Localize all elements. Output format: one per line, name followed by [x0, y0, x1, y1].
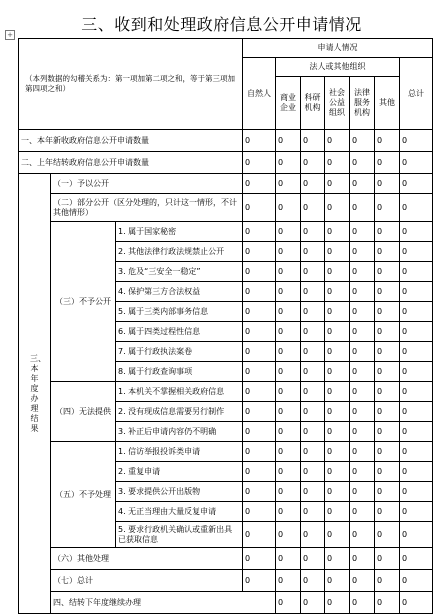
value-cell[interactable]: 0: [325, 592, 350, 614]
value-cell[interactable]: 0: [325, 174, 350, 194]
table-row: [19, 222, 433, 242]
value-cell[interactable]: 0: [301, 548, 325, 570]
value-cell[interactable]: 0: [276, 402, 301, 422]
row-group-label: （五）不予处理: [51, 442, 116, 548]
value-cell[interactable]: 0: [243, 462, 276, 482]
value-cell[interactable]: 0: [400, 174, 433, 194]
value-cell[interactable]: 0: [276, 302, 301, 322]
value-cell[interactable]: 0: [375, 442, 400, 462]
value-cell[interactable]: 0: [350, 442, 375, 462]
value-cell[interactable]: 0: [243, 422, 276, 442]
value-cell[interactable]: 0: [276, 382, 301, 402]
value-cell[interactable]: 0: [301, 282, 325, 302]
value-cell[interactable]: 0: [325, 502, 350, 522]
row-label: 1. 属于国家秘密: [116, 222, 243, 242]
value-cell[interactable]: 0: [301, 302, 325, 322]
row-label: 4. 无正当理由大量反复申请: [116, 502, 243, 522]
row-label: 3. 补正后申请内容仍不明确: [116, 422, 243, 442]
value-cell[interactable]: 0: [400, 322, 433, 342]
row-label: （七）总计: [51, 570, 243, 592]
value-cell[interactable]: 0: [243, 482, 276, 502]
value-cell[interactable]: 0: [243, 262, 276, 282]
value-cell[interactable]: 0: [375, 362, 400, 382]
value-cell[interactable]: 0: [350, 322, 375, 342]
header-natural: 自然人: [243, 58, 276, 130]
value-cell[interactable]: 0: [276, 174, 301, 194]
value-cell[interactable]: 0: [301, 402, 325, 422]
value-cell[interactable]: 0: [243, 174, 276, 194]
header-business: 商业企业: [276, 77, 301, 130]
value-cell[interactable]: 0: [350, 282, 375, 302]
value-cell[interactable]: 0: [375, 152, 400, 174]
value-cell[interactable]: 0: [350, 422, 375, 442]
table-row: [19, 592, 433, 614]
note-cell: （本列数据的勾稽关系为：第一项加第二项之和，等于第三项加第四项之和）: [19, 39, 243, 130]
value-cell[interactable]: 0: [301, 462, 325, 482]
value-cell[interactable]: 0: [276, 482, 301, 502]
value-cell[interactable]: 0: [350, 174, 375, 194]
value-cell[interactable]: 0: [325, 382, 350, 402]
value-cell[interactable]: 0: [325, 242, 350, 262]
table-row: [19, 174, 433, 194]
value-cell[interactable]: 0: [350, 302, 375, 322]
value-cell[interactable]: 0: [301, 362, 325, 382]
value-cell[interactable]: 0: [325, 194, 350, 222]
value-cell[interactable]: 0: [301, 502, 325, 522]
value-cell[interactable]: 0: [375, 462, 400, 482]
value-cell[interactable]: 0: [276, 282, 301, 302]
table-move-handle-icon[interactable]: +: [5, 30, 15, 40]
value-cell[interactable]: 0: [350, 262, 375, 282]
value-cell[interactable]: 0: [243, 442, 276, 462]
value-cell[interactable]: 0: [276, 130, 301, 152]
row-label: 四、结转下年度继续办理: [51, 592, 276, 614]
value-cell[interactable]: 0: [350, 382, 375, 402]
value-cell[interactable]: 0: [375, 522, 400, 548]
value-cell[interactable]: 0: [276, 362, 301, 382]
value-cell[interactable]: 0: [400, 462, 433, 482]
value-cell[interactable]: 0: [276, 342, 301, 362]
value-cell[interactable]: 0: [243, 502, 276, 522]
value-cell[interactable]: 0: [243, 322, 276, 342]
value-cell[interactable]: 0: [400, 482, 433, 502]
value-cell[interactable]: 0: [375, 194, 400, 222]
value-cell[interactable]: 0: [243, 570, 276, 592]
page-title: 三、收到和处理政府信息公开申请情况: [81, 15, 362, 34]
value-cell[interactable]: 0: [350, 592, 375, 614]
row-label: （六）其他处理: [51, 548, 243, 570]
value-cell[interactable]: 0: [375, 282, 400, 302]
value-cell[interactable]: 0: [325, 548, 350, 570]
value-cell[interactable]: 0: [400, 342, 433, 362]
header-legal: 法人或其他组织: [276, 58, 400, 77]
header-legalservice: 法律服务机构: [350, 77, 375, 130]
value-cell[interactable]: 0: [400, 302, 433, 322]
value-cell[interactable]: 0: [301, 130, 325, 152]
value-cell[interactable]: 0: [276, 262, 301, 282]
value-cell[interactable]: 0: [350, 242, 375, 262]
value-cell[interactable]: 0: [243, 362, 276, 382]
value-cell[interactable]: 0: [400, 442, 433, 462]
value-cell[interactable]: 0: [375, 342, 400, 362]
table-row: [19, 548, 433, 570]
value-cell[interactable]: 0: [243, 130, 276, 152]
table-row: [19, 194, 433, 222]
value-cell[interactable]: 0: [276, 442, 301, 462]
value-cell[interactable]: 0: [301, 174, 325, 194]
value-cell[interactable]: 0: [350, 522, 375, 548]
value-cell[interactable]: 0: [400, 592, 433, 614]
header-social: 社会公益组织: [325, 77, 350, 130]
value-cell[interactable]: 0: [301, 522, 325, 548]
value-cell[interactable]: 0: [243, 402, 276, 422]
value-cell[interactable]: 0: [301, 442, 325, 462]
value-cell[interactable]: 0: [350, 194, 375, 222]
value-cell[interactable]: 0: [400, 194, 433, 222]
value-cell[interactable]: 0: [301, 322, 325, 342]
value-cell[interactable]: 0: [325, 482, 350, 502]
value-cell[interactable]: 0: [276, 194, 301, 222]
header-other: 其他: [375, 77, 400, 130]
row-label: 5. 属于三类内部事务信息: [116, 302, 243, 322]
row-label: 1. 本机关不掌握相关政府信息: [116, 382, 243, 402]
value-cell[interactable]: 0: [350, 570, 375, 592]
value-cell[interactable]: 0: [375, 502, 400, 522]
value-cell[interactable]: 0: [243, 302, 276, 322]
value-cell[interactable]: 0: [325, 522, 350, 548]
value-cell[interactable]: 0: [325, 402, 350, 422]
value-cell[interactable]: 0: [301, 242, 325, 262]
value-cell[interactable]: 0: [325, 422, 350, 442]
value-cell[interactable]: 0: [350, 548, 375, 570]
value-cell[interactable]: 0: [243, 282, 276, 302]
value-cell[interactable]: 0: [301, 382, 325, 402]
value-cell[interactable]: 0: [375, 174, 400, 194]
value-cell[interactable]: 0: [276, 242, 301, 262]
value-cell[interactable]: 0: [243, 194, 276, 222]
value-cell[interactable]: 0: [276, 522, 301, 548]
row-label: 3. 要求提供公开出版物: [116, 482, 243, 502]
value-cell[interactable]: 0: [375, 570, 400, 592]
value-cell[interactable]: 0: [276, 152, 301, 174]
value-cell[interactable]: 0: [325, 282, 350, 302]
value-cell[interactable]: 0: [375, 402, 400, 422]
row-label: 7. 属于行政执法案卷: [116, 342, 243, 362]
value-cell[interactable]: 0: [400, 502, 433, 522]
row-label: 2. 没有现成信息需要另行制作: [116, 402, 243, 422]
value-cell[interactable]: 0: [301, 592, 325, 614]
table-row: [19, 570, 433, 592]
value-cell[interactable]: 0: [243, 152, 276, 174]
value-cell[interactable]: 0: [375, 592, 400, 614]
value-cell[interactable]: 0: [243, 342, 276, 362]
value-cell[interactable]: 0: [325, 442, 350, 462]
value-cell[interactable]: 0: [400, 402, 433, 422]
header-total: 总计: [400, 58, 433, 130]
value-cell[interactable]: 0: [375, 262, 400, 282]
row-label: 6. 属于四类过程性信息: [116, 322, 243, 342]
value-cell[interactable]: 0: [400, 548, 433, 570]
value-cell[interactable]: 0: [243, 548, 276, 570]
value-cell[interactable]: 0: [325, 130, 350, 152]
value-cell[interactable]: 0: [350, 342, 375, 362]
value-cell[interactable]: 0: [301, 194, 325, 222]
section3-label: 三、本年度办理结果: [19, 174, 51, 614]
value-cell[interactable]: 0: [400, 570, 433, 592]
value-cell[interactable]: 0: [400, 262, 433, 282]
row-label: 二、上年结转政府信息公开申请数量: [19, 152, 243, 174]
value-cell[interactable]: 0: [375, 222, 400, 242]
value-cell[interactable]: 0: [400, 362, 433, 382]
value-cell[interactable]: 0: [325, 362, 350, 382]
value-cell[interactable]: 0: [301, 482, 325, 502]
value-cell[interactable]: 0: [301, 422, 325, 442]
value-cell[interactable]: 0: [350, 130, 375, 152]
value-cell[interactable]: 0: [276, 322, 301, 342]
value-cell[interactable]: 0: [325, 302, 350, 322]
row-label: （一）予以公开: [51, 174, 243, 194]
value-cell[interactable]: 0: [350, 152, 375, 174]
value-cell[interactable]: 0: [325, 570, 350, 592]
row-label: 2. 重复申请: [116, 462, 243, 482]
row-label: 3. 危及“三安全一稳定”: [116, 262, 243, 282]
table-row: [19, 442, 433, 462]
value-cell[interactable]: 0: [276, 592, 301, 614]
header-applicant: 申请人情况: [243, 39, 433, 58]
value-cell[interactable]: 0: [400, 242, 433, 262]
value-cell[interactable]: 0: [375, 382, 400, 402]
value-cell[interactable]: 0: [350, 462, 375, 482]
row-label: 5. 要求行政机关确认或重新出具已获取信息: [116, 522, 243, 548]
value-cell[interactable]: 0: [400, 282, 433, 302]
value-cell[interactable]: 0: [375, 322, 400, 342]
value-cell[interactable]: 0: [375, 302, 400, 322]
value-cell[interactable]: 0: [350, 222, 375, 242]
value-cell[interactable]: 0: [375, 130, 400, 152]
value-cell[interactable]: 0: [400, 222, 433, 242]
row-label: 1. 信访举报投诉类申请: [116, 442, 243, 462]
table-row: [19, 130, 433, 152]
value-cell[interactable]: 0: [400, 130, 433, 152]
value-cell[interactable]: 0: [301, 570, 325, 592]
value-cell[interactable]: 0: [350, 402, 375, 422]
value-cell[interactable]: 0: [276, 548, 301, 570]
value-cell[interactable]: 0: [350, 482, 375, 502]
row-label: 2. 其他法律行政法规禁止公开: [116, 242, 243, 262]
value-cell[interactable]: 0: [276, 570, 301, 592]
row-group-label: （四）无法提供: [51, 382, 116, 442]
row-label: 4. 保护第三方合法权益: [116, 282, 243, 302]
value-cell[interactable]: 0: [375, 548, 400, 570]
row-label: 一、本年新收政府信息公开申请数量: [19, 130, 243, 152]
table-row: [19, 152, 433, 174]
value-cell[interactable]: 0: [276, 462, 301, 482]
value-cell[interactable]: 0: [243, 382, 276, 402]
value-cell[interactable]: 0: [276, 422, 301, 442]
value-cell[interactable]: 0: [301, 262, 325, 282]
value-cell[interactable]: 0: [400, 422, 433, 442]
value-cell[interactable]: 0: [301, 222, 325, 242]
value-cell[interactable]: 0: [276, 502, 301, 522]
value-cell[interactable]: 0: [276, 222, 301, 242]
value-cell[interactable]: 0: [325, 262, 350, 282]
value-cell[interactable]: 0: [325, 322, 350, 342]
value-cell[interactable]: 0: [325, 342, 350, 362]
statistics-table: [18, 38, 433, 614]
value-cell[interactable]: 0: [400, 152, 433, 174]
value-cell[interactable]: 0: [375, 422, 400, 442]
value-cell[interactable]: 0: [400, 382, 433, 402]
value-cell[interactable]: 0: [243, 222, 276, 242]
header-research: 科研机构: [301, 77, 325, 130]
value-cell[interactable]: 0: [243, 522, 276, 548]
value-cell[interactable]: 0: [325, 462, 350, 482]
value-cell[interactable]: 0: [350, 362, 375, 382]
value-cell[interactable]: 0: [243, 242, 276, 262]
value-cell[interactable]: 0: [400, 522, 433, 548]
value-cell[interactable]: 0: [301, 152, 325, 174]
value-cell[interactable]: 0: [325, 152, 350, 174]
value-cell[interactable]: 0: [301, 342, 325, 362]
value-cell[interactable]: 0: [375, 242, 400, 262]
value-cell[interactable]: 0: [325, 222, 350, 242]
row-label: 8. 属于行政查询事项: [116, 362, 243, 382]
table-row: [19, 382, 433, 402]
row-label: （二）部分公开（区分处理的，只计这一情形，不计其他情形）: [51, 194, 243, 222]
value-cell[interactable]: 0: [375, 482, 400, 502]
value-cell[interactable]: 0: [350, 502, 375, 522]
row-group-label: （三）不予公开: [51, 222, 116, 382]
